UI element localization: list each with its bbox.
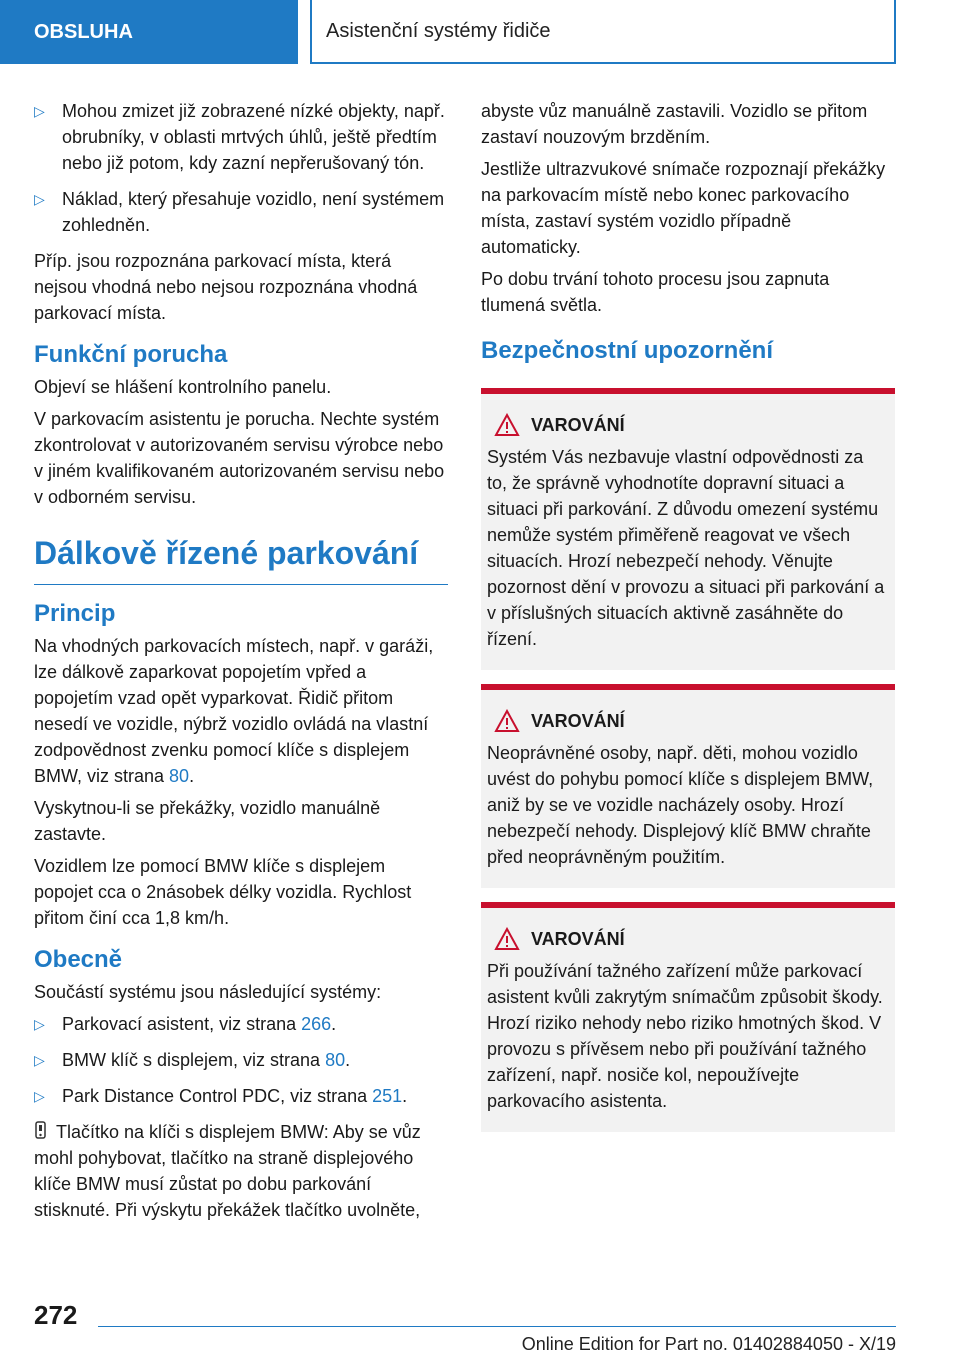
footer-divider — [98, 1326, 896, 1327]
warning-text: Při používání tažného zařízení může parkovací asistent kvůli zakrytým snímačům způsobit škody. Hrozí riziko nehody nebo riziko hmotných škod. V provozu s přívěsem nebo při používání tažného zařízení, např. nosiče kol, nepoužívejte parkovacího asistenta. — [487, 961, 883, 1111]
page-number: 272 — [34, 1300, 78, 1330]
list-item: ▷ Náklad, který přesahuje vozidlo, není systémem zohledněn. — [34, 186, 448, 238]
list-item: ▷ BMW klíč s displejem, viz strana 80. — [34, 1047, 448, 1073]
paragraph: Objeví se hlášení kontrolního panelu. — [34, 377, 332, 397]
paragraph: Tlačítko na klíči s displejem BMW: Aby se vůz mohl pohybovat, tlačítko na straně displejového klíče BMW musí zůstat po dobu parkování stisknuté. Při výskytu překážek tlačítko uvolněte, — [34, 1122, 421, 1220]
paragraph: Jestliže ultrazvukové snímače rozpoznají překážky na parkovacím místě nebo konec parkovacího místa, zastaví systém vozidlo případně automaticky. — [481, 159, 886, 257]
paragraph: Příp. jsou rozpoznána parkovací místa, která nejsou vhodná nebo nejsou rozpoznána vhodná parkovací místa. — [34, 251, 418, 323]
paragraph: Na vhodných parkovacích místech, např. v garáži, lze dálkově zaparkovat popojetím vpřed a popojetím vzad opět vyparkovat. Řidič přitom nesedí ve vozidle, nýbrž vozidlo ovládá na vlastní zodpovědnost zvenku pomocí klíče s displejem BMW, viz strana 80. — [34, 636, 434, 786]
page-link[interactable]: 266 — [301, 1014, 332, 1034]
paragraph: Vozidlem lze pomocí BMW klíče s displejem popojet cca o 2násobek délky vozidla. Rychlost přitom činí cca 1,8 km/h. — [34, 856, 412, 928]
warning-box: VAROVÁNÍ Neoprávněné osoby, např. děti, mohou vozidlo uvést do pohybu pomocí klíče s displejem BMW, aniž by se ve vozidle nacházely osoby. Hrozí nebezpečí nehody. Displejový klíč BMW chraňte před neoprávněným použitím. — [481, 684, 895, 888]
warning-text: Neoprávněné osoby, např. děti, mohou vozidlo uvést do pohybu pomocí klíče s displejem BMW, aniž by se ve vozidle nacházely osoby. Hrozí nebezpečí nehody. Displejový klíč BMW chraňte před neoprávněným použitím. — [487, 743, 874, 867]
display-key-button-icon — [34, 1121, 48, 1141]
paragraph: V parkovacím asistentu je porucha. Nechte systém zkontrolovat v autorizovaném servisu výrobce nebo v jiném kvalifikovaném autorizovaném servisu nebo v odborném servisu. — [34, 409, 445, 507]
warning-triangle-icon — [487, 709, 527, 733]
page-link[interactable]: 80 — [325, 1050, 346, 1070]
bullet-triangle-icon: ▷ — [34, 191, 45, 207]
bullet-triangle-icon: ▷ — [34, 1088, 45, 1104]
heading-safety: Bezpečnostní upozornění — [481, 337, 774, 364]
page-link[interactable]: 251 — [372, 1086, 403, 1106]
bullet-triangle-icon: ▷ — [34, 1052, 45, 1068]
warning-box: VAROVÁNÍ Při používání tažného zařízení může parkovací asistent kvůli zakrytým snímačům způsobit škody. Hrozí riziko nehody nebo riziko hmotných škod. V provozu s přívěsem nebo při používání tažného zařízení, např. nosiče kol, nepoužívejte parkovacího asistenta. — [481, 902, 895, 1132]
warning-triangle-icon — [487, 927, 527, 951]
heading-general: Obecně — [34, 946, 123, 973]
paragraph: Součástí systému jsou následující systémy: — [34, 982, 382, 1002]
list-item: ▷ Park Distance Control PDC, viz strana 251. — [34, 1083, 448, 1109]
heading-fault: Funkční porucha — [34, 341, 228, 368]
paragraph: Po dobu trvání tohoto procesu jsou zapnuta tlumená světla. — [481, 269, 830, 315]
section-tab: OBSLUHA — [0, 0, 298, 64]
bullet-triangle-icon: ▷ — [34, 103, 45, 119]
page-link[interactable]: 80 — [169, 766, 190, 786]
chapter-title: Asistenční systémy řidiče — [310, 0, 896, 64]
heading-remote-parking: Dálkově řízené parkování — [34, 532, 448, 585]
warning-box: VAROVÁNÍ Systém Vás nezbavuje vlastní odpovědnosti za to, že správně vyhodnotíte dopravní situaci a situaci při parkování. Z důvodu omezení systému nemůže systém přiměřeně reagovat ve všech situacích. Hrozí nebezpečí nehody. Věnujte pozornost dění v provozu a situaci při parkování a v příslušných situacích aktivně zasáhněte do řízení. — [481, 388, 895, 670]
paragraph: Vyskytnou-li se překážky, vozidlo manuálně zastavte. — [34, 798, 381, 844]
left-column — [34, 98, 448, 1229]
paragraph: abyste vůz manuálně zastavili. Vozidlo se přitom zastaví nouzovým brzděním. — [481, 101, 868, 147]
right-column — [481, 98, 895, 1146]
list-item: ▷ Parkovací asistent, viz strana 266. — [34, 1011, 448, 1037]
warning-triangle-icon — [487, 413, 527, 437]
footer-edition: Online Edition for Part no. 01402884050 - X/19 — [521, 1334, 896, 1354]
bullet-triangle-icon: ▷ — [34, 1016, 45, 1032]
warning-text: Systém Vás nezbavuje vlastní odpovědnosti za to, že správně vyhodnotíte dopravní situaci a situaci při parkování. Z důvodu omezení systému nemůže systém přiměřeně reagovat ve všech situacích. Hrozí nebezpečí nehody. Věnujte pozornost dění v provozu a situaci při parkování a v příslušných situacích aktivně zasáhněte do řízení. — [487, 447, 885, 649]
heading-principle: Princip — [34, 600, 116, 627]
list-item: ▷ Mohou zmizet již zobrazené nízké objekty, např. obrubníky, v oblasti mrtvých úhlů, ještě předtím nebo již potom, kdy zazní nepřerušovaný tón. — [34, 98, 448, 176]
